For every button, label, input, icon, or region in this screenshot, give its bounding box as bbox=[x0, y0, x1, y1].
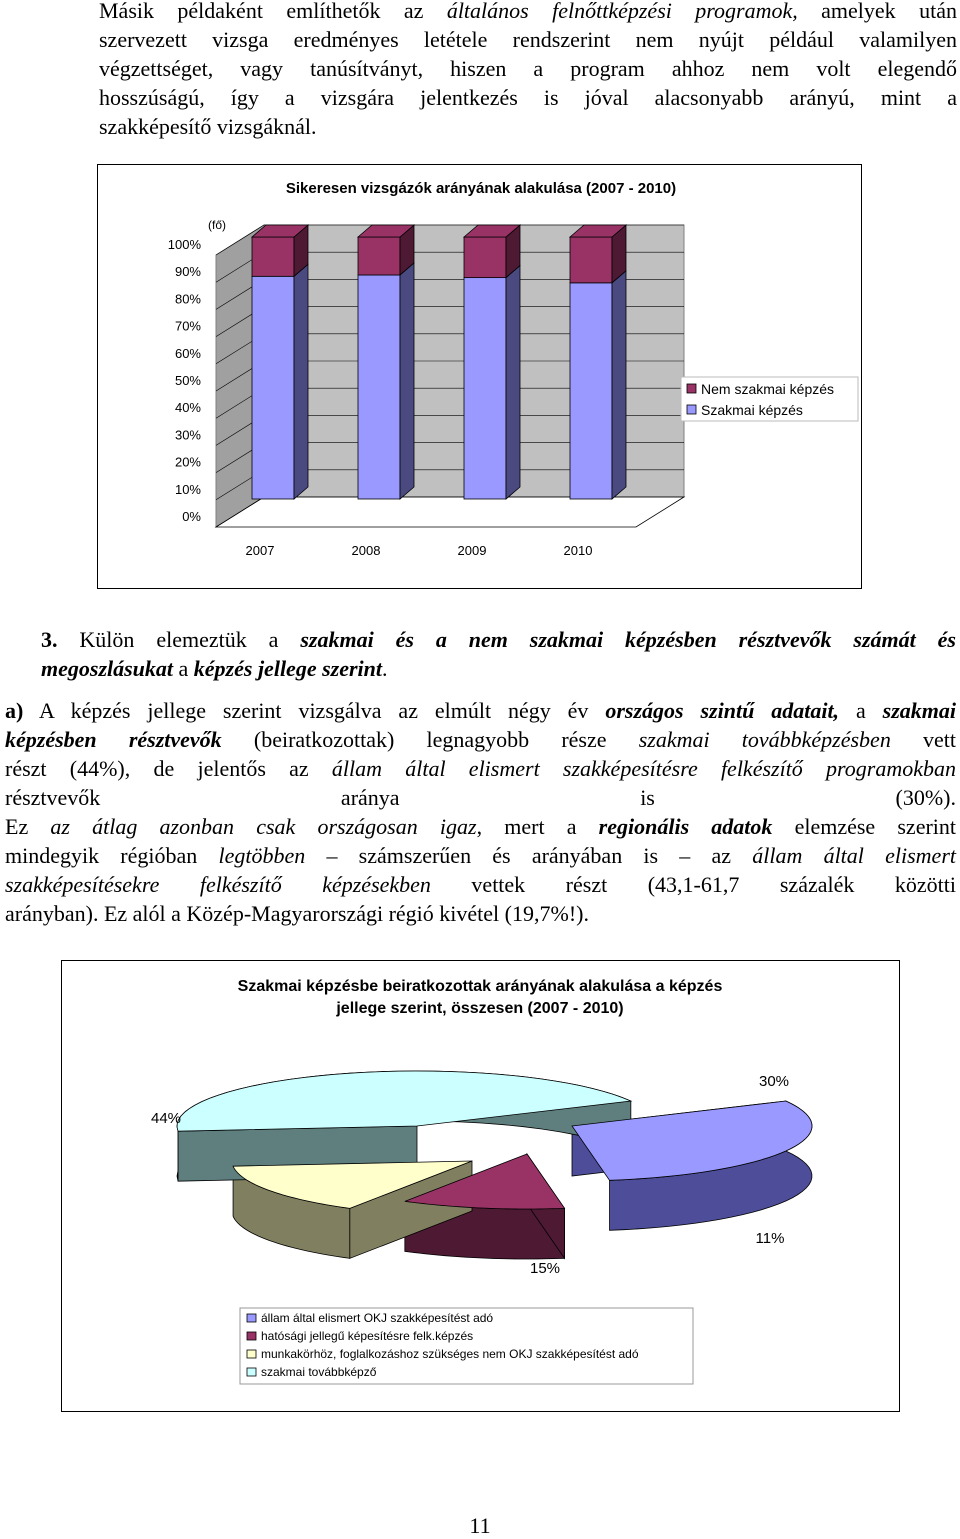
text-line bbox=[99, 25, 957, 54]
text-run: állam által elismert szakképesítésre felkészítő programokban bbox=[331, 756, 956, 781]
chart1-y-tick-label: 20% bbox=[174, 454, 201, 470]
text-line bbox=[5, 841, 956, 870]
text-run: vettek részt (43,1-61,7 százalék közötti bbox=[430, 872, 956, 897]
text-run: szakképesítő vizsgáknál. bbox=[99, 114, 317, 139]
text-run: Ez bbox=[5, 814, 51, 839]
chart2-legend bbox=[240, 1308, 693, 1384]
chart2-legend-swatch bbox=[247, 1350, 256, 1358]
text-line bbox=[5, 812, 956, 841]
chart2-legend-swatch bbox=[247, 1332, 256, 1340]
text-run: hosszúságú, így a vizsgára jelentkezés is jóval alacsonyabb arányú, mint a bbox=[99, 85, 957, 110]
text-run: szakmai bbox=[882, 698, 956, 723]
text-line bbox=[5, 783, 956, 812]
chart1-y-tick-label: 40% bbox=[174, 400, 201, 416]
text-run: mindegyik régióban bbox=[5, 843, 219, 868]
text-run: a bbox=[173, 656, 194, 681]
pie-value-label: 30% bbox=[758, 1073, 790, 1090]
chart1-y-tick-label: 60% bbox=[174, 345, 201, 361]
chart1-bar-2008-nem-szakmai bbox=[358, 237, 400, 275]
chart2-legend-label: állam által elismert OKJ szakképesítést adó bbox=[261, 1311, 494, 1325]
chart1-y-tick-label: 30% bbox=[174, 427, 201, 443]
text-run: résztvevők aránya is (30%). bbox=[5, 785, 956, 810]
text-run: végzettséget, vagy tanúsítványt, hiszen a program ahhoz nem volt elegendő bbox=[99, 56, 957, 81]
chart1-bar-side bbox=[506, 266, 520, 499]
chart1-bar-2008-szakmai bbox=[358, 275, 400, 499]
text-run: részt (44%), de jelentős az bbox=[5, 756, 332, 781]
text-run: legtöbben bbox=[218, 843, 306, 868]
text-run: – számszerűen és arányában is – az bbox=[305, 843, 753, 868]
pie-value-label: 15% bbox=[529, 1260, 561, 1277]
chart-training-type-pie bbox=[61, 960, 900, 1412]
section-3-heading bbox=[41, 625, 956, 683]
legend-swatch-szakmai bbox=[687, 405, 696, 414]
chart1-y-tick-label: 70% bbox=[174, 318, 201, 334]
section-label: 3. bbox=[41, 627, 58, 652]
text-run: állam által elismert bbox=[752, 843, 956, 868]
text-line bbox=[99, 83, 957, 112]
text-line bbox=[99, 54, 957, 83]
chart2-title-line2: jellege szerint, összesen (2007 - 2010) bbox=[336, 1000, 624, 1017]
chart2-legend-label: munkakörhöz, foglalkozáshoz szükséges nem OKJ szakképesítést adó bbox=[261, 1347, 639, 1361]
text-run: , mert a bbox=[476, 814, 599, 839]
chart1-bar-side bbox=[400, 263, 414, 499]
chart1-x-tick-label: 2008 bbox=[351, 543, 381, 558]
chart1-x-ticks bbox=[246, 543, 593, 558]
chart1-x-tick-label: 2007 bbox=[245, 543, 275, 558]
intro-paragraph bbox=[99, 0, 957, 141]
stacked-bar-chart bbox=[98, 165, 861, 588]
text-line bbox=[99, 112, 957, 141]
chart2-slices bbox=[151, 1071, 812, 1277]
chart1-y-ticks bbox=[168, 237, 202, 524]
chart1-x-tick-label: 2010 bbox=[563, 543, 593, 558]
chart-success-rate bbox=[97, 164, 862, 589]
chart1-y-tick-label: 80% bbox=[174, 291, 201, 307]
page-number: 11 bbox=[469, 1513, 491, 1538]
text-run: (beiratkozottak) legnagyobb része bbox=[221, 727, 639, 752]
text-run: amelyek után bbox=[797, 0, 957, 23]
text-run: megoszlásukat bbox=[41, 656, 174, 681]
chart1-y-tick-label: 10% bbox=[174, 481, 201, 497]
chart2-legend-label: hatósági jellegű képesítésre felk.képzés bbox=[261, 1329, 474, 1343]
legend-label-szakmai: Szakmai képzés bbox=[701, 402, 803, 418]
text-run: általános felnőttképzési programok, bbox=[446, 0, 798, 23]
text-run: szakmai továbbképzésben bbox=[638, 727, 891, 752]
chart1-y-tick-label: 100% bbox=[167, 237, 201, 252]
text-line bbox=[99, 0, 957, 25]
text-run: képzés jellege szerint bbox=[193, 656, 382, 681]
pie-chart bbox=[62, 961, 899, 1411]
chart1-bar-2007-nem-szakmai bbox=[252, 237, 294, 276]
text-line bbox=[41, 654, 956, 683]
legend-label-nem-szakmai: Nem szakmai képzés bbox=[701, 381, 835, 397]
chart1-bar-side bbox=[294, 264, 308, 499]
chart1-bar-2007-szakmai bbox=[252, 276, 294, 499]
text-run: arányban). Ez alól a Közép-Magyarországi régió kivétel (19,7%!). bbox=[5, 901, 589, 926]
text-run: vett bbox=[890, 727, 956, 752]
text-run: regionális adatok bbox=[598, 814, 773, 839]
chart1-x-tick-label: 2009 bbox=[457, 543, 487, 558]
chart2-legend-swatch bbox=[247, 1368, 256, 1376]
pie-value-label: 11% bbox=[755, 1230, 785, 1247]
chart1-bar-2009-nem-szakmai bbox=[464, 237, 506, 278]
text-run: . bbox=[382, 656, 388, 681]
text-run: A képzés jellege szerint vizsgálva az elmúlt négy év bbox=[23, 698, 606, 723]
chart1-bar-2010-szakmai bbox=[570, 283, 612, 499]
chart1-y-tick-label: 50% bbox=[174, 373, 201, 388]
chart1-title: Sikeresen vizsgázók arányának alakulása (2007 - 2010) bbox=[285, 180, 677, 197]
text-run: szervezett vizsga eredményes letétele rendszerint nem nyújt például valamilyen bbox=[99, 27, 957, 52]
chart1-unit-label: (fő) bbox=[208, 218, 226, 232]
text-run: a bbox=[839, 698, 883, 723]
text-run: országos szintű adatait, bbox=[605, 698, 840, 723]
chart2-legend-label: szakmai továbbképző bbox=[261, 1365, 377, 1379]
text-line bbox=[5, 725, 956, 754]
text-line bbox=[5, 696, 956, 725]
chart1-y-tick-label: 0% bbox=[182, 509, 201, 524]
text-line bbox=[5, 899, 956, 928]
text-run: képzésben résztvevők bbox=[5, 727, 222, 752]
chart1-bar-2009-szakmai bbox=[464, 278, 506, 499]
text-run: szakképesítésekre felkészítő képzésekben bbox=[5, 872, 431, 897]
pie-value-label: 44% bbox=[150, 1110, 182, 1127]
text-run: Külön elemeztük a bbox=[57, 627, 301, 652]
text-run: Másik példaként említhetők az bbox=[99, 0, 447, 23]
section-a-paragraph bbox=[5, 696, 956, 928]
text-line bbox=[5, 754, 956, 783]
text-line bbox=[41, 625, 956, 654]
text-run: szakmai és a nem szakmai képzésben résztvevők számát és bbox=[300, 627, 956, 652]
chart2-legend-swatch bbox=[247, 1314, 256, 1322]
text-run: elemzése szerint bbox=[772, 814, 957, 839]
chart2-title-line1: Szakmai képzésbe beiratkozottak arányának alakulása a képzés bbox=[237, 978, 723, 995]
chart1-legend bbox=[681, 377, 858, 421]
chart1-floor bbox=[216, 497, 684, 527]
text-line bbox=[5, 870, 956, 899]
chart1-y-tick-label: 90% bbox=[174, 264, 201, 280]
text-run: az átlag azonban csak országosan igaz bbox=[50, 814, 477, 839]
chart1-bar-side bbox=[612, 271, 626, 499]
legend-swatch-nem-szakmai bbox=[687, 384, 696, 393]
section-label: a) bbox=[5, 698, 24, 723]
chart1-bar-2010-nem-szakmai bbox=[570, 237, 612, 283]
